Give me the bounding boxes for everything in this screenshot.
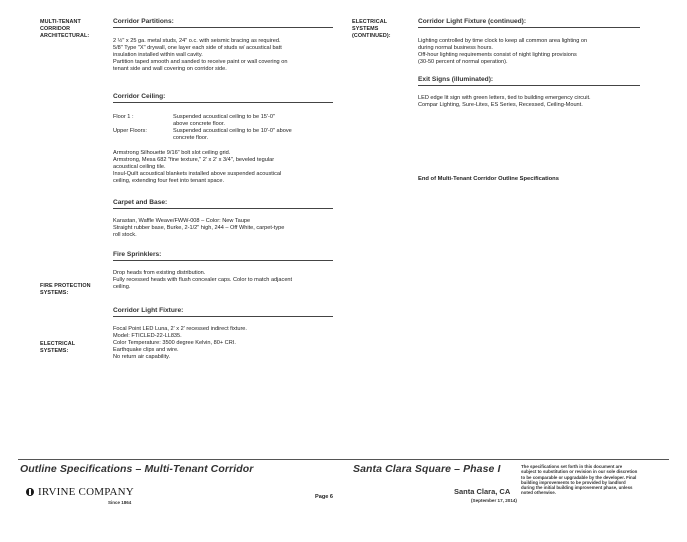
section-body — [113, 326, 333, 361]
text-line: 5/8" Type "X" drywall, one layer each side of studs w/ acoustical batt — [113, 45, 282, 51]
section-body — [113, 218, 333, 239]
section-heading: Corridor Partitions: — [113, 18, 333, 28]
label-line: ELECTRICAL — [352, 19, 388, 25]
row-value — [173, 128, 333, 142]
company-logo — [26, 486, 134, 505]
label-line: ELECTRICAL — [40, 341, 76, 347]
section-body — [418, 38, 640, 66]
footer-project-title: Santa Clara Square – Phase I — [353, 463, 501, 475]
footer-location: Santa Clara, CA — [454, 487, 511, 496]
exit-signs-section — [418, 76, 640, 109]
text-line: Earthquake clips and wire. — [113, 347, 179, 353]
light-fixture-continued-section — [418, 18, 640, 66]
column-1-content — [113, 18, 333, 361]
text-line: Suspended acoustical ceiling to be 15'-0" — [173, 114, 275, 120]
text-line: ceiling. — [113, 284, 131, 290]
text-line: Off-hour lighting requirements consist of night lighting provisions — [418, 52, 577, 58]
text-line: tenant side and wall covering on corridor side. — [113, 66, 227, 72]
fire-protection-label — [40, 283, 91, 297]
label-line: FIRE PROTECTION — [40, 283, 91, 289]
ceiling-materials — [113, 150, 333, 185]
section-heading: Corridor Light Fixture: — [113, 307, 333, 317]
text-line: (30-50 percent of normal operation). — [418, 59, 508, 65]
sprinklers-section — [113, 251, 333, 291]
footer-date: (September 17, 2014) — [471, 498, 517, 503]
architectural-label — [40, 19, 89, 40]
logo-emblem-icon — [26, 488, 34, 496]
section-heading: Fire Sprinklers: — [113, 251, 333, 261]
text-line: Armstrong, Mesa 682 "fine texture," 2' x 2' x 3/4", beveled tegular — [113, 157, 275, 163]
page-number: Page 6 — [315, 494, 334, 500]
label-line: ARCHITECTURAL: — [40, 33, 90, 39]
text-line: Partition taped smooth and sanded to receive paint or wall covering on — [113, 59, 288, 65]
text-line: acoustical ceiling tile. — [113, 164, 166, 170]
text-line: Suspended acoustical ceiling to be 10'-0" above — [173, 128, 292, 134]
section-heading: Corridor Light Fixture (continued): — [418, 18, 640, 28]
text-line: during normal business hours. — [418, 45, 493, 51]
text-line: Lighting controlled by time clock to keep all common area lighting on — [418, 38, 588, 44]
ceiling-height-row — [113, 128, 333, 142]
text-line: insulation installed within wall cavity. — [113, 52, 203, 58]
section-heading: Exit Signs (illuminated): — [418, 76, 640, 86]
text-line: Focal Point LED Luna, 2' x 2' recessed indirect fixture. — [113, 326, 247, 332]
text-line: above concrete floor. — [173, 121, 225, 127]
footer-document-title: Outline Specifications – Multi-Tenant Corridor — [20, 463, 254, 475]
ceiling-height-row — [113, 114, 333, 128]
disclaimer-line: The specifications set forth in this document are — [521, 464, 623, 469]
text-line: LED edge lit sign with green letters, tied to building emergency circuit. — [418, 95, 591, 101]
disclaimer-line: noted otherwise. — [521, 490, 556, 496]
text-line: roll stock. — [113, 232, 137, 238]
ceiling-section — [113, 93, 333, 185]
disclaimer-line: subject to substitution or revision in our sole discretion — [521, 469, 638, 475]
text-line: Insul-Quilt acoustical blankets installed above suspended acoustical — [113, 171, 282, 177]
section-body — [113, 270, 333, 291]
section-body — [418, 95, 640, 109]
label-line: MULTI-TENANT — [40, 19, 81, 25]
label-line: CORRIDOR — [40, 26, 71, 32]
text-line: Compar Lighting, Sure-Lites, ES Series, Recessed, Ceiling-Mount. — [418, 102, 583, 108]
text-line: Color Temperature: 3500 degree Kelvin, 80+ CRI. — [113, 340, 236, 346]
light-fixture-section — [113, 307, 333, 361]
text-line: ceiling, extending four feet into tenant space. — [113, 178, 225, 184]
section-heading: Carpet and Base: — [113, 199, 333, 209]
text-line: Model: FTICLED-22-LL835. — [113, 333, 182, 339]
label-line: SYSTEMS: — [40, 290, 69, 296]
text-line: Fully recessed heads with flush concealer caps. Color to match adjacent — [113, 277, 293, 283]
partitions-section — [113, 18, 333, 73]
logo-since: Since 1864 — [108, 500, 132, 505]
text-line: Armstrong Silhouette 9/16" bolt slot ceiling grid. — [113, 150, 231, 156]
row-key: Upper Floors: — [113, 128, 147, 134]
logo-wordmark: IRVINE COMPANY — [38, 486, 134, 498]
label-line: SYSTEMS: — [40, 348, 69, 354]
end-of-specifications-note: End of Multi-Tenant Corridor Outline Specifications — [418, 176, 559, 182]
label-line: (CONTINUED): — [352, 33, 391, 39]
text-line: Karastan, Waffle Weave/FWW-008 – Color: New Taupe — [113, 218, 251, 224]
section-body — [113, 114, 333, 185]
footer-disclaimer — [521, 464, 671, 496]
text-line: Drop heads from existing distribution. — [113, 270, 206, 276]
carpet-section — [113, 199, 333, 239]
electrical-systems-label — [40, 341, 75, 355]
text-line: Straight rubber base, Burke, 2-1/2" high, 244 – Off White, carpet-type — [113, 225, 285, 231]
text-line: concrete floor. — [173, 135, 209, 141]
column-2-content — [418, 18, 640, 109]
section-heading: Corridor Ceiling: — [113, 93, 333, 103]
row-key: Floor 1 : — [113, 114, 134, 120]
label-line: SYSTEMS — [352, 26, 379, 32]
disclaimer-line: to be comparable or upgradable by the developer. Final — [521, 474, 637, 480]
text-line: 2 ½" x 25 ga. metal studs, 24" o.c. with seismic bracing as required. — [113, 38, 281, 44]
electrical-continued-label — [352, 19, 391, 40]
disclaimer-line: building improvements to be provided by landlord — [521, 479, 626, 485]
text-line: No return air capability. — [113, 354, 171, 360]
section-body — [113, 38, 333, 73]
footer-divider — [18, 459, 669, 460]
row-value — [173, 114, 333, 128]
disclaimer-line: during the initial building improvement phase, unless — [521, 485, 633, 491]
